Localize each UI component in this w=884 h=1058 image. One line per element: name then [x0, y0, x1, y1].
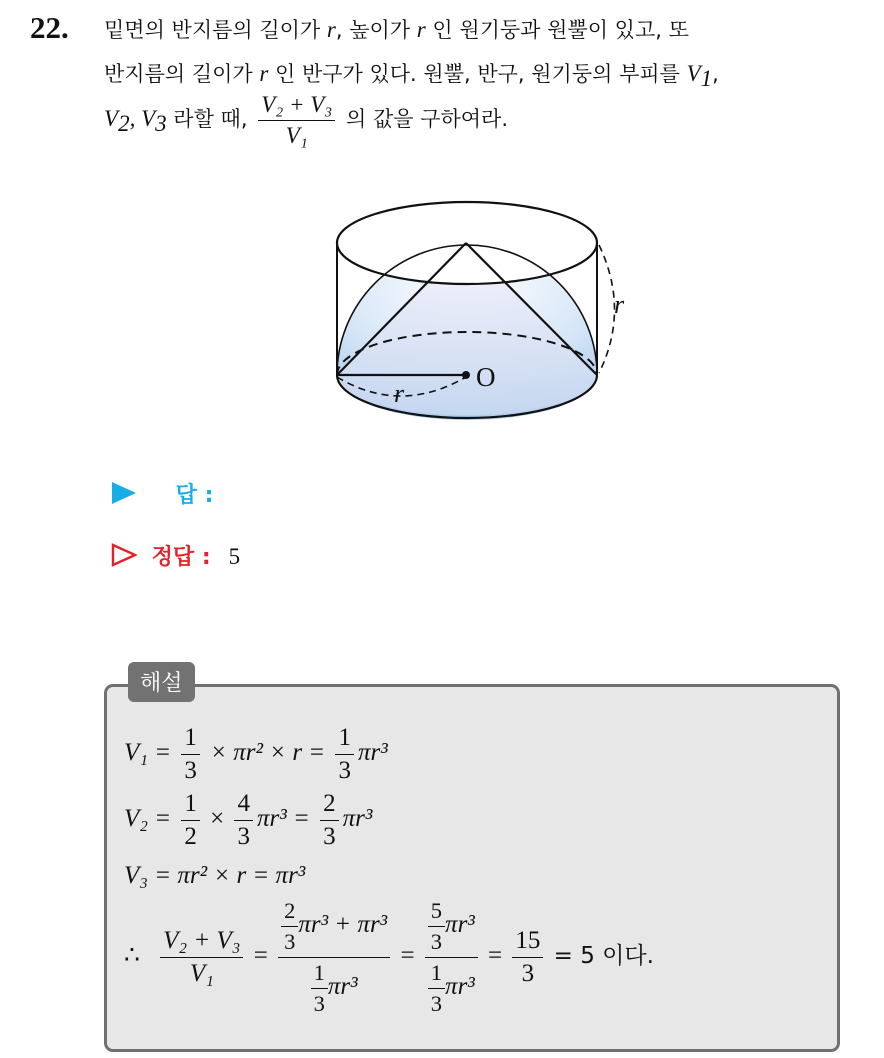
filled-triangle-icon — [110, 480, 138, 506]
label-radius-r: r — [394, 379, 405, 408]
question-line-3: $V_2$, $V_3$ 라할 때, $\frac{\text{V₂ + V₃}}{\text{V₁}}$ 의 값을 구하여라. — [104, 92, 509, 148]
question-fraction: $\frac{\text{V₂ + V₃}}{\text{V₁}}$ — [258, 92, 335, 149]
correct-answer-value: 5 — [228, 544, 241, 569]
solution-line-3: V₃ = πr² × r = πr³ — [124, 862, 306, 889]
question-line-1: 밑면의 반지름의 길이가 r, 높이가 r 인 원기둥과 원뿔이 있고, 또 — [104, 17, 689, 42]
solution-line-1: V₁ = $\frac{1}{3}$ × πr² × r = $\frac{1}{3}$ πr³ — [124, 724, 388, 784]
question-number: 22. — [30, 10, 69, 45]
solution-line-2: V₂ = $\frac{1}{2}$ × $\frac{4}{3}$ πr³ = $\frac{2}{3}$ πr³ — [124, 790, 373, 850]
answer-label: 답 : — [175, 483, 214, 508]
solution-tag: 해설 — [128, 662, 195, 702]
question-line-2: 반지름의 길이가 r 인 반구가 있다. 원뿔, 반구, 원기둥의 부피를 $V_1$, — [104, 61, 719, 92]
correct-answer-label: 정답 : — [151, 545, 211, 570]
label-center-o: O — [476, 362, 496, 392]
cylinder-hemisphere-cone-figure — [320, 185, 650, 445]
correct-answer-row — [110, 540, 240, 571]
solution-line-4: ∴ $\frac{\text{V₂ + V₃}}{\text{V₁}}$ = $\frac{2}{3}$ πr³ + πr³ $\frac{1}{3}$ πr³ = $\frac{5}{3}$ πr³ $\frac{1}{3}$ πr³ = $\frac{15}{3}$ = 5 이다. — [124, 898, 654, 1016]
answer-blank-row — [110, 478, 213, 509]
outline-triangle-icon — [110, 542, 138, 568]
height-brace-right — [599, 245, 615, 373]
label-height-r: r — [614, 290, 625, 319]
